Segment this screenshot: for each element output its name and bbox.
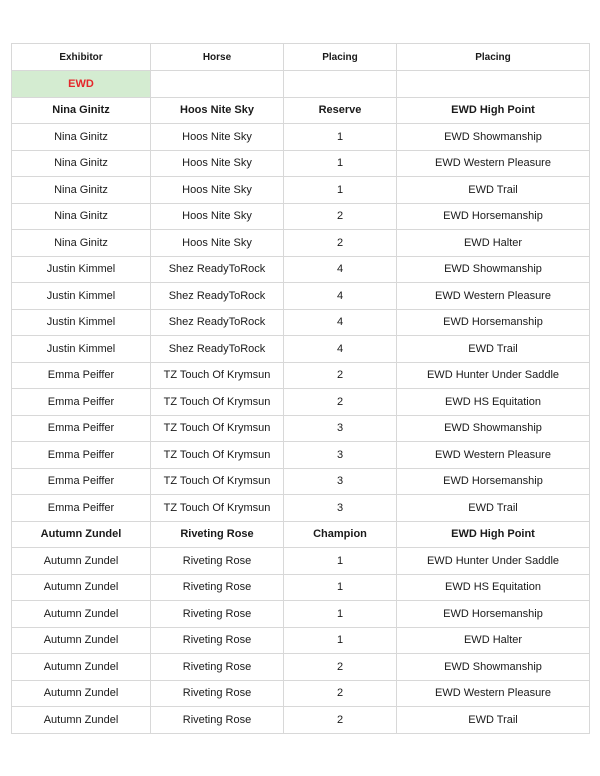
exhibitor-cell: Nina Ginitz	[12, 230, 151, 257]
empty-cell	[151, 71, 284, 98]
table-row	[12, 230, 590, 257]
horse-cell: Riveting Rose	[151, 521, 284, 548]
placing-cell: 2	[284, 389, 397, 416]
class-cell: EWD Horsemanship	[397, 468, 590, 495]
horse-cell: Riveting Rose	[151, 601, 284, 628]
exhibitor-cell: Nina Ginitz	[12, 124, 151, 151]
exhibitor-cell: Justin Kimmel	[12, 283, 151, 310]
horse-cell: Riveting Rose	[151, 548, 284, 575]
class-cell: EWD Western Pleasure	[397, 150, 590, 177]
placing-cell: 1	[284, 627, 397, 654]
exhibitor-cell: Justin Kimmel	[12, 309, 151, 336]
placing-cell: 2	[284, 362, 397, 389]
table-row	[12, 283, 590, 310]
class-cell: EWD Showmanship	[397, 654, 590, 681]
empty-cell	[284, 71, 397, 98]
table-row	[12, 627, 590, 654]
table-row	[12, 495, 590, 522]
exhibitor-cell: Emma Peiffer	[12, 362, 151, 389]
exhibitor-cell: Nina Ginitz	[12, 97, 151, 124]
exhibitor-cell: Emma Peiffer	[12, 468, 151, 495]
class-cell: EWD Trail	[397, 336, 590, 363]
division-row	[12, 71, 590, 98]
table-row	[12, 336, 590, 363]
table-row	[12, 654, 590, 681]
class-cell: EWD High Point	[397, 97, 590, 124]
column-header-exhibitor: Exhibitor	[12, 44, 151, 71]
placing-cell: Champion	[284, 521, 397, 548]
exhibitor-cell: Autumn Zundel	[12, 521, 151, 548]
table-row	[12, 177, 590, 204]
placing-cell: 3	[284, 468, 397, 495]
empty-cell	[397, 71, 590, 98]
table-header	[12, 44, 590, 71]
exhibitor-cell: Emma Peiffer	[12, 442, 151, 469]
horse-cell: Shez ReadyToRock	[151, 256, 284, 283]
class-cell: EWD HS Equitation	[397, 574, 590, 601]
placing-cell: 2	[284, 707, 397, 734]
results-table	[11, 43, 590, 734]
exhibitor-cell: Autumn Zundel	[12, 654, 151, 681]
exhibitor-cell: Autumn Zundel	[12, 680, 151, 707]
class-cell: EWD Halter	[397, 627, 590, 654]
column-header-placing: Placing	[284, 44, 397, 71]
exhibitor-cell: Justin Kimmel	[12, 256, 151, 283]
exhibitor-cell: Autumn Zundel	[12, 707, 151, 734]
horse-cell: Riveting Rose	[151, 680, 284, 707]
class-cell: EWD Trail	[397, 177, 590, 204]
horse-cell: Riveting Rose	[151, 654, 284, 681]
header-row	[12, 44, 590, 71]
horse-cell: Shez ReadyToRock	[151, 336, 284, 363]
table-row	[12, 442, 590, 469]
placing-cell: 1	[284, 601, 397, 628]
placing-cell: 1	[284, 574, 397, 601]
exhibitor-cell: Emma Peiffer	[12, 389, 151, 416]
horse-cell: Riveting Rose	[151, 574, 284, 601]
placing-cell: 3	[284, 442, 397, 469]
placing-cell: 4	[284, 256, 397, 283]
class-cell: EWD Trail	[397, 495, 590, 522]
table-row	[12, 389, 590, 416]
horse-cell: Hoos Nite Sky	[151, 203, 284, 230]
class-cell: EWD Showmanship	[397, 256, 590, 283]
placing-cell: 4	[284, 336, 397, 363]
class-cell: EWD Western Pleasure	[397, 680, 590, 707]
class-cell: EWD Hunter Under Saddle	[397, 548, 590, 575]
horse-cell: Riveting Rose	[151, 627, 284, 654]
placing-cell: 3	[284, 415, 397, 442]
table-row	[12, 548, 590, 575]
table-row	[12, 97, 590, 124]
table-row	[12, 574, 590, 601]
table-row	[12, 415, 590, 442]
horse-cell: Hoos Nite Sky	[151, 177, 284, 204]
exhibitor-cell: Nina Ginitz	[12, 203, 151, 230]
placing-cell: 1	[284, 150, 397, 177]
class-cell: EWD Trail	[397, 707, 590, 734]
class-cell: EWD Halter	[397, 230, 590, 257]
horse-cell: Hoos Nite Sky	[151, 97, 284, 124]
class-cell: EWD Horsemanship	[397, 309, 590, 336]
horse-cell: Hoos Nite Sky	[151, 150, 284, 177]
division-label: EWD	[12, 71, 151, 98]
horse-cell: TZ Touch Of Krymsun	[151, 442, 284, 469]
exhibitor-cell: Autumn Zundel	[12, 548, 151, 575]
placing-cell: Reserve	[284, 97, 397, 124]
class-cell: EWD Horsemanship	[397, 203, 590, 230]
class-cell: EWD HS Equitation	[397, 389, 590, 416]
horse-cell: Hoos Nite Sky	[151, 230, 284, 257]
exhibitor-cell: Autumn Zundel	[12, 574, 151, 601]
horse-cell: TZ Touch Of Krymsun	[151, 362, 284, 389]
placing-cell: 4	[284, 283, 397, 310]
horse-cell: Shez ReadyToRock	[151, 283, 284, 310]
class-cell: EWD Western Pleasure	[397, 283, 590, 310]
placing-cell: 3	[284, 495, 397, 522]
horse-cell: Hoos Nite Sky	[151, 124, 284, 151]
placing-cell: 4	[284, 309, 397, 336]
class-cell: EWD High Point	[397, 521, 590, 548]
exhibitor-cell: Justin Kimmel	[12, 336, 151, 363]
column-header-class-placing: Placing	[397, 44, 590, 71]
table-body	[12, 71, 590, 734]
class-cell: EWD Hunter Under Saddle	[397, 362, 590, 389]
class-cell: EWD Horsemanship	[397, 601, 590, 628]
table-row	[12, 468, 590, 495]
class-cell: EWD Showmanship	[397, 124, 590, 151]
placing-cell: 2	[284, 203, 397, 230]
horse-cell: Shez ReadyToRock	[151, 309, 284, 336]
table-row	[12, 707, 590, 734]
table-row	[12, 309, 590, 336]
exhibitor-cell: Emma Peiffer	[12, 495, 151, 522]
table-row	[12, 362, 590, 389]
horse-cell: Riveting Rose	[151, 707, 284, 734]
exhibitor-cell: Nina Ginitz	[12, 177, 151, 204]
placing-cell: 2	[284, 230, 397, 257]
placing-cell: 2	[284, 654, 397, 681]
placing-cell: 2	[284, 680, 397, 707]
horse-cell: TZ Touch Of Krymsun	[151, 468, 284, 495]
placing-cell: 1	[284, 124, 397, 151]
placing-cell: 1	[284, 177, 397, 204]
table-row	[12, 124, 590, 151]
horse-cell: TZ Touch Of Krymsun	[151, 389, 284, 416]
table-row	[12, 150, 590, 177]
exhibitor-cell: Nina Ginitz	[12, 150, 151, 177]
placing-cell: 1	[284, 548, 397, 575]
table-row	[12, 203, 590, 230]
class-cell: EWD Western Pleasure	[397, 442, 590, 469]
horse-cell: TZ Touch Of Krymsun	[151, 415, 284, 442]
horse-cell: TZ Touch Of Krymsun	[151, 495, 284, 522]
table-row	[12, 601, 590, 628]
exhibitor-cell: Emma Peiffer	[12, 415, 151, 442]
table-row	[12, 256, 590, 283]
class-cell: EWD Showmanship	[397, 415, 590, 442]
exhibitor-cell: Autumn Zundel	[12, 627, 151, 654]
table-row	[12, 521, 590, 548]
table-row	[12, 680, 590, 707]
column-header-horse: Horse	[151, 44, 284, 71]
exhibitor-cell: Autumn Zundel	[12, 601, 151, 628]
